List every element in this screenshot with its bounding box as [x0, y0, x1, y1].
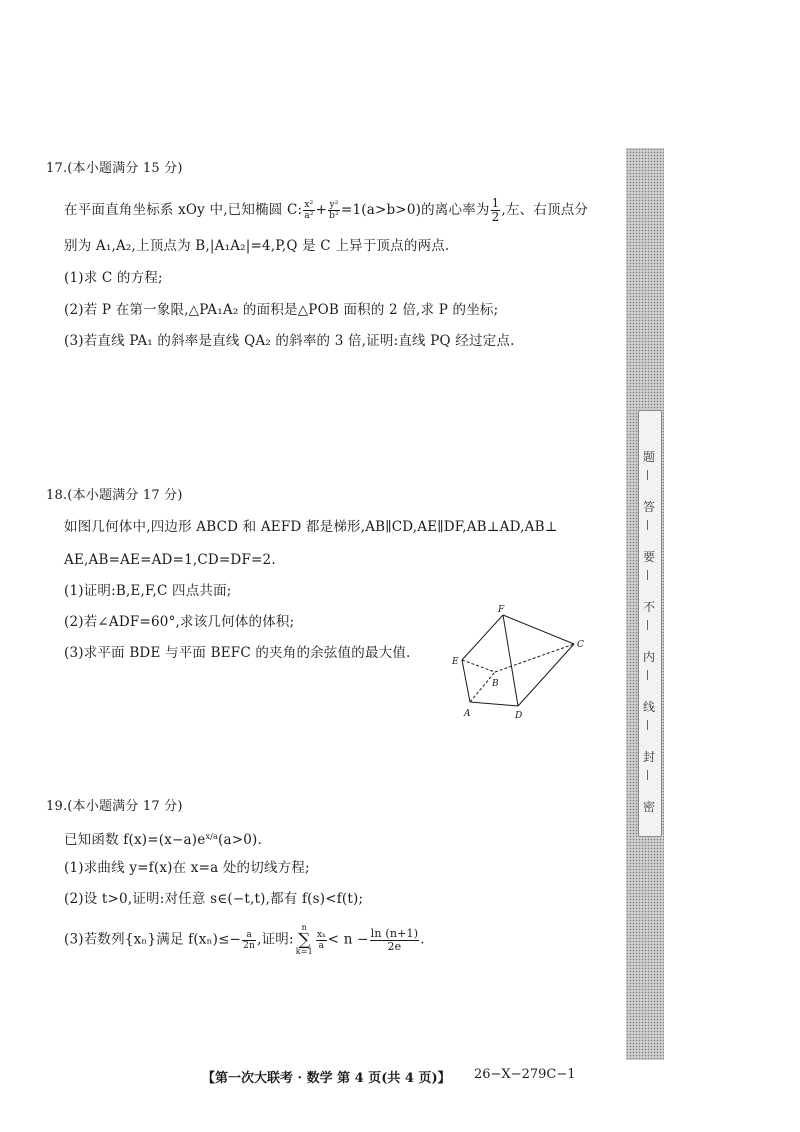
- q18-line2: AE,AB=AE=AD=1,CD=DF=2.: [64, 552, 276, 568]
- edge-ea: [462, 660, 470, 702]
- q17-header: 17.(本小题满分 15 分): [46, 161, 183, 176]
- ellipse-y-num: y²: [329, 200, 339, 210]
- q19-part3: [64, 924, 425, 956]
- q18-line1: 如图几何体中,四边形 ABCD 和 AEFD 都是梯形,AB∥CD,AE∥DF,AB⊥AD,AB⊥: [64, 519, 558, 535]
- a-den: a: [318, 940, 325, 951]
- eccentricity-fraction: [491, 197, 501, 224]
- seal-tick: [647, 570, 652, 580]
- q17-line1: [64, 197, 588, 224]
- edge-eb-hidden: [462, 660, 495, 672]
- xk-num: xₖ: [316, 929, 326, 940]
- q17-part1: (1)求 C 的方程;: [64, 270, 163, 286]
- ellipse-x-fraction: [303, 200, 314, 221]
- sum-bottom: k=1: [295, 947, 313, 956]
- seal-tick: [647, 770, 652, 780]
- label-d: D: [515, 711, 523, 721]
- sum-sign: ∑: [298, 930, 311, 950]
- footer-title: 【第一次大联考 · 数学 第 4 页(共 4 页)】: [202, 1071, 451, 1086]
- q18-part1: (1)证明:B,E,F,C 四点共面;: [64, 583, 232, 599]
- q17-line1-pre: 在平面直角坐标系 xOy 中,已知椭圆 C:: [64, 202, 303, 218]
- seal-char-3: 要: [642, 550, 655, 564]
- q18-part2: (2)若∠ADF=60°,求该几何体的体积;: [64, 614, 295, 630]
- q19-part3-lt: < n −: [327, 931, 369, 948]
- label-c: C: [577, 640, 584, 650]
- half-num: 1: [491, 196, 500, 210]
- edge-fd: [503, 615, 518, 706]
- seal-tick: [647, 720, 652, 730]
- seal-char-6: 线: [642, 700, 655, 714]
- label-a: A: [464, 709, 471, 719]
- q19-header: 19.(本小题满分 17 分): [46, 799, 183, 814]
- half-den: 2: [491, 210, 500, 224]
- q19-part2: (2)设 t>0,证明:对任意 s∈(−t,t),都有 f(s)<f(t);: [64, 891, 364, 907]
- q18-part3: (3)求平面 BDE 与平面 BEFC 的夹角的余弦值的最大值.: [64, 645, 411, 661]
- q17-part2: (2)若 P 在第一象限,△PA₁A₂ 的面积是△POB 面积的 2 倍,求 P 的坐标;: [64, 302, 499, 318]
- a-num: a: [242, 930, 256, 941]
- footer-code: 26−X−279C−1: [474, 1067, 576, 1082]
- xk-over-a-fraction: [316, 930, 327, 951]
- edge-bc-hidden: [495, 644, 574, 672]
- seal-char-8: 密: [642, 800, 655, 814]
- geometry-figure: [440, 600, 600, 725]
- q19-line1: [64, 829, 262, 848]
- ln-num: ln (n+1): [370, 926, 419, 940]
- ellipse-x-den: a²: [304, 211, 314, 221]
- summation: [296, 924, 313, 956]
- q17-part3: (3)若直线 PA₁ 的斜率是直线 QA₂ 的斜率的 3 倍,证明:直线 PQ 经过定点.: [64, 333, 515, 349]
- q17-line1-mid: =1(a>b>0)的离心率为: [340, 202, 490, 218]
- q19-part3-mid: ,证明:: [257, 931, 294, 948]
- seal-char-5: 内: [642, 650, 655, 664]
- ln-den: 2e: [387, 939, 402, 953]
- seal-tick: [647, 670, 652, 680]
- seal-char-4: 不: [642, 600, 655, 614]
- q17-line1-post: ,左、右顶点分: [501, 202, 589, 218]
- sum-top: n: [301, 923, 308, 932]
- q19-line1-post: (a>0).: [218, 832, 263, 848]
- q19-part3-end: .: [420, 931, 425, 948]
- edge-ad: [470, 702, 518, 706]
- q19-line1-pre: 已知函数 f(x)=(x−a)e: [64, 832, 206, 848]
- ellipse-y-fraction: [328, 200, 340, 221]
- edge-fc: [503, 615, 574, 644]
- ln-fraction: [370, 928, 420, 953]
- q18-header: 18.(本小题满分 17 分): [46, 488, 183, 503]
- q17-line2: 别为 A₁,A₂,上顶点为 B,|A₁A₂|=4,P,Q 是 C 上异于顶点的两点.: [64, 238, 450, 254]
- q19-part1: (1)求曲线 y=f(x)在 x=a 处的切线方程;: [64, 860, 310, 876]
- edge-dc: [518, 644, 574, 706]
- seal-tick: [647, 520, 652, 530]
- seal-tick: [647, 470, 652, 480]
- q19-part3-pre: (3)若数列{xₙ}满足 f(xₙ)≤−: [64, 931, 242, 948]
- ellipse-plus: +: [315, 202, 328, 218]
- edge-fe: [462, 615, 503, 660]
- seal-char-7: 封: [642, 750, 655, 764]
- seal-tick: [647, 620, 652, 630]
- exponent: x/a: [205, 832, 219, 841]
- seal-char-1: 题: [642, 450, 655, 464]
- seal-char-2: 答: [642, 500, 655, 514]
- a-over-2n-fraction: [242, 930, 256, 951]
- ellipse-y-den: b²: [329, 211, 339, 221]
- 2n-den: 2n: [243, 940, 256, 951]
- ellipse-x-num: x²: [304, 200, 314, 210]
- label-f: F: [498, 605, 505, 615]
- label-e: E: [452, 657, 459, 667]
- label-b: B: [492, 679, 499, 689]
